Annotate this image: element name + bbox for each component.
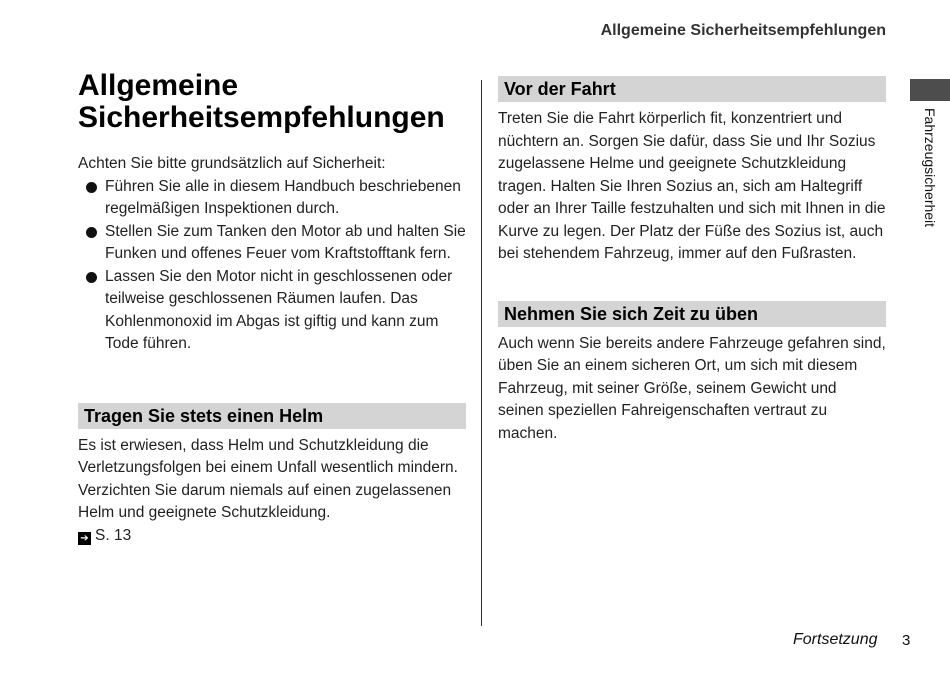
column-divider: [481, 80, 482, 626]
helm-text: Es ist erwiesen, dass Helm und Schutzkleidung die Verletzungsfolgen bei einem Unfall wesentlich mindern. Verzichten Sie darum niemals auf einen zugelassenen Helm und geeignete Schutzkleidung.: [78, 436, 458, 521]
fahrt-paragraph: Treten Sie die Fahrt körperlich fit, konzentriert und nüchtern an. Sorgen Sie dafür, dass Sie und Ihr Sozius zugelassene Helme und geeignete Schutzkleidung tragen. Halten Sie Ihren Sozius an, sich am Haltegriff oder an Ihrer Taille festzuhalten und sich mit Ihnen in die Kurve zu legen. Der Platz der Füße des Sozius ist, auch bei stehendem Fahrzeug, immer auf den Fußrasten.: [498, 110, 886, 262]
intro-text: Achten Sie bitte grundsätzlich auf Sicherheit:: [78, 155, 386, 172]
bullet-dot-icon: [86, 182, 97, 193]
left-column: [78, 70, 466, 547]
list-item: [78, 176, 466, 221]
page-title-line1: Allgemeine: [78, 69, 239, 102]
section-heading-helm: Tragen Sie stets einen Helm: [78, 403, 466, 429]
list-item-text: Stellen Sie zum Tanken den Motor ab und halten Sie Funken und offenes Feuer vom Kraftstofftank fern.: [105, 222, 466, 262]
chapter-tab-marker: [910, 79, 950, 101]
page-title-line2: Sicherheitsempfehlungen: [78, 101, 445, 134]
continuation-label: Fortsetzung: [793, 631, 878, 648]
arrow-reference-icon: ➔: [78, 532, 91, 545]
safety-bullet-list: [78, 176, 466, 356]
list-item: [78, 221, 466, 266]
chapter-side-label: Fahrzeugsicherheit: [922, 108, 938, 228]
list-item-text: Führen Sie alle in diesem Handbuch beschriebenen regelmäßigen Inspektionen durch.: [105, 177, 461, 217]
list-item-text: Lassen Sie den Motor nicht in geschlossenen oder teilweise geschlossenen Räumen laufen. Das Kohlenmonoxid im Abgas ist giftig und kann zum Tode führen.: [105, 267, 453, 352]
bullet-dot-icon: [86, 272, 97, 283]
zeit-paragraph: Auch wenn Sie bereits andere Fahrzeuge gefahren sind, üben Sie an einem sicheren Ort, um sich mit diesem Fahrzeug, mit seiner Größe, seinem Gewicht und seinen speziellen Fahreigenschaften vertraut zu machen.: [498, 334, 886, 442]
section-heading-zeit: Nehmen Sie sich Zeit zu üben: [498, 301, 886, 327]
page-reference-link[interactable]: [78, 527, 131, 544]
page-reference-text: S. 13: [95, 526, 132, 544]
right-column: [498, 76, 886, 445]
bullet-dot-icon: [86, 227, 97, 238]
section-heading-fahrt: Vor der Fahrt: [498, 76, 886, 102]
page-number: 3: [902, 632, 911, 649]
list-item: [78, 266, 466, 356]
page-title: [78, 70, 466, 134]
helm-paragraph: [78, 435, 466, 548]
running-header: Allgemeine Sicherheitsempfehlungen: [600, 22, 886, 39]
